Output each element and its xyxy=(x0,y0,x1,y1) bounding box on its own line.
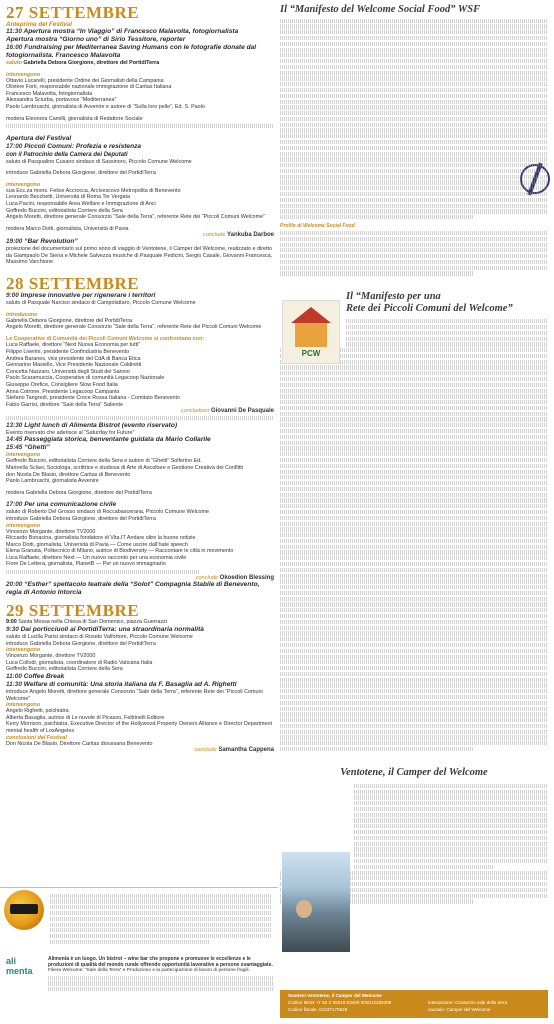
footer-iban: Codice IBAN: IT 55 Z 05018 03400 000012359399 xyxy=(288,1000,392,1005)
speaker: Alberta Basaglia, autrice di Le nuvole di Picasso, Feltrinelli Editore xyxy=(6,714,165,721)
speaker: Kerry Morrison, psichiatra, Executive Director of the Hollywood Property Owners Alliance e Director Department mental health of LosAngeles xyxy=(6,721,273,734)
speaker: Elena Granata, Politecnico di Milano, autrice di Biodiversity — Raccontare le città in movimento xyxy=(6,548,234,555)
text-line xyxy=(6,124,274,128)
house-icon xyxy=(291,307,331,323)
greeting: saluto di Lucilla Parisi sindaco di Roseto Valfortore, Piccolo Comune Welcome xyxy=(6,634,193,641)
day-29-title: 29 SETTEMBRE xyxy=(6,601,140,621)
programme-column xyxy=(6,4,274,884)
speaker: Angelo Moretti, direttore generale Consorzio “Sale della Terra”, referente Rete dei “Piccoli Comuni Welcome” xyxy=(6,214,265,221)
introduction: introduce Gabriella Debora Giorgione, direttore del PortidiTerra xyxy=(6,515,156,522)
event-line: saluto Gabriella Debora Giorgione, direttore del PortidiTerra xyxy=(6,60,160,66)
rete-body xyxy=(280,348,548,751)
speaker: Riccardo Bonacina, giornalista fondatore di Vita.IT Andare oltre la buone notizie xyxy=(6,535,196,542)
speaker: Paolo Scaramuccia, Cooperative di comunità Legacoop Nazionale xyxy=(6,375,165,382)
event-description: Evento riservato che aderisce al “Saturday for Future” xyxy=(6,429,135,436)
mondo-badge-logo xyxy=(4,890,44,930)
label-intervengono: intervengono xyxy=(6,181,41,188)
event-title: 16:00 Fundraising per Mediterranea Saving Humans con le fotografie donate dal fotogiornalista. Francesco Malavolta xyxy=(6,44,257,59)
pcw-logo: PCW xyxy=(282,300,340,364)
speaker: Filippo Liverini, presidente Confindustria Benevento xyxy=(6,349,130,356)
final-speaker: Don Nicola De Blasio, Direttore Caritas diocesana Benevento xyxy=(6,740,153,747)
patronage: con il Patrocinio della Camera dei Deputati xyxy=(6,151,128,158)
rete-intro xyxy=(346,319,548,346)
day-27-subtitle: Anteprima del Festival xyxy=(6,21,73,28)
speaker: Fiore De Lettera, giornalista, PlanetB — Per un nuovo immaginario xyxy=(6,561,166,568)
speaker: Andrea Baranes, vice presidente del CdA di Banca Etica xyxy=(6,355,141,362)
speaker: Goffredo Buccini, editorialista Corriere della Sera e autore di “Ghetti” Solferino Ed. xyxy=(6,458,202,465)
conclusion: conclude Okoedion Blessing xyxy=(195,575,274,582)
label-intervengono: intervengono xyxy=(6,702,41,709)
event-title: 11:00 Coffee Break xyxy=(6,673,65,680)
footer-cf: Codice fiscale: 01337170628 xyxy=(288,1007,348,1012)
speaker: don Nicola De Blasio, direttore Caritas di Benevento xyxy=(6,471,131,478)
manifesto-profile-list xyxy=(280,231,548,276)
text-line xyxy=(6,570,199,574)
event-title: Apertura mostra “Giorno uno” di Sirio Tessitore, reporter xyxy=(6,36,186,43)
promo-area xyxy=(0,884,278,1024)
camper-body xyxy=(354,784,548,869)
manifesto-title: Il “Manifesto del Welcome Social Food” WSF xyxy=(280,4,481,15)
speaker: sua Ecc.za mons. Felice Accrocca, Arcivescovo Metropolita di Benevento xyxy=(6,187,181,194)
donation-footer xyxy=(280,990,548,1018)
speaker: Stefano Tangredi, presidente Croce Rossa Italiana - Comitato Benevento xyxy=(6,395,180,402)
divider xyxy=(0,887,278,888)
promo-text-block xyxy=(50,892,272,946)
event-line: 9:00 Santa Messa nella Chiesa di San Domenico, piazza Guerrazzi xyxy=(6,619,167,626)
conclusion: conclude Samantha Cappena xyxy=(194,747,274,754)
speaker: Angelo Moretti, direttore generale Consorzio “Sale della Terra”, referente Rete dei Piccoli Comuni Welcome xyxy=(6,324,262,331)
event-title: 14:45 Passeggiata storica, benventante guidata da Mario Collarile xyxy=(6,436,211,444)
speaker: Alessandra Sciurba, portavoce “Mediterranea” xyxy=(6,97,117,104)
introduction: introduce Angelo Moretti, direttore generale Consorzio “Sale della Terra”, referente Rete dei “Piccoli Comuni Welcome” xyxy=(6,689,263,702)
speaker: Vincenzo Morgante, direttore TV2000 xyxy=(6,653,96,660)
camper-title: Ventotene, il Camper del Welcome xyxy=(340,766,488,778)
day-28-title: 28 SETTEMBRE xyxy=(6,274,140,294)
manifesto-body xyxy=(280,19,548,220)
label-intervengono: intervengono xyxy=(6,71,41,78)
event-title: 11:30 Welfare di comunità: Una storia italiana da F. Basaglia ad A. Righetti xyxy=(6,681,237,688)
conclusion: conclude Yankuba Darboe xyxy=(203,232,274,239)
label-introducono: introducono xyxy=(6,311,38,318)
speaker: Luca Collodi, giornalista, coordinatore di Radio Vaticana Italia xyxy=(6,659,153,666)
moderator: modera Marco Dotti, giornalista, Università di Pavia xyxy=(6,225,129,232)
speaker: Vincenzo Morgante, direttore TV2000 xyxy=(6,528,96,535)
moderator: modera Gabriella Debora Giorgione, direttore del PortidiTerra xyxy=(6,489,152,496)
greeting: saluto di Pasqualino Cusano sindaco di Sassinoro, Piccolo Comune Welcome xyxy=(6,158,192,165)
speaker: Luca Raffaele, direttore Next — Un nuovo racconto per una economia civile xyxy=(6,554,187,561)
coop-heading: Le Cooperative di Comunità dei Piccoli Comuni Welcome si confrontano con: xyxy=(6,335,205,342)
alimenta-heading: Alimenta è un luogo. Un bistrot – wine bar che propone e promuove le eccellenze e le produzioni di qualità del mondo rurale offrendo opportunità lavorative a persone svantaggiate. xyxy=(48,956,273,968)
speaker: Angelo Righetti, psichiatra xyxy=(6,708,69,715)
event-title: 17:00 Per una comunicazione civile xyxy=(6,501,117,509)
speaker: Luca Pacini, responsabile Area Welfare e Immigrazione di Anci xyxy=(6,200,156,207)
event-title: 17:00 Piccoli Comuni: Profezia e resistenza xyxy=(6,142,142,150)
speaker: Luca Raffaele, direttore “Next Nuova Economia per tutti” xyxy=(6,342,141,349)
speaker: Concetta Nazzaro, Università degli Studi del Sannio xyxy=(6,368,130,375)
speaker: Anna Cotrone, Presidente Legacoop Campania xyxy=(6,388,120,395)
event-title: 19:00 “Bar Revolution” xyxy=(6,238,78,246)
speaker: Marinella Sclavi, Sociologa, scrittrice e studiosa di Arte di Ascoltare e Gestione Creativa dei Conflitti xyxy=(6,464,243,471)
speaker: Leonardo Becchetti, Università di Roma Tor Vergata xyxy=(6,194,130,201)
event-title: 11:30 Apertura mostra “In Viaggio” di Francesco Malavolta, fotogiornalista xyxy=(6,28,239,35)
speaker: Paolo Lambruschi, giornalista Avvenire xyxy=(6,478,99,485)
introduction: introduce Gabriella Debora Giorgione, direttore del PortidiTerra xyxy=(6,640,156,647)
alimenta-text xyxy=(48,956,274,993)
speaker: Goffredo Buccini, editorialista Corriere della Sera xyxy=(6,666,123,673)
label-intervengono: intervengono xyxy=(6,522,41,529)
label-intervengono: intervengono xyxy=(6,647,41,654)
speaker: Paolo Lambruschi, giornalista di Avvenire e autore di “Sulla loro pelle”, Ed. S. Paolo xyxy=(6,103,205,110)
speaker: Marco Dotti, giornalista, Università di Pavia — Come uscire dall’hate speech xyxy=(6,541,188,548)
event-title: 15:45 “Ghetti” xyxy=(6,444,50,452)
alimenta-tag: Filiera Welcome: “Sale della Terra” e Produzione e la partecipazione di lavoro di persone fragili. xyxy=(48,968,250,973)
speaker: Fabio Garrisi, direttore “Sale della Terra” Saliente xyxy=(6,401,124,408)
day-27-title: 27 SETTEMBRE xyxy=(6,4,140,22)
text-line xyxy=(6,416,274,420)
speaker: Olivière Forti, responsabile nazionale immigrazione di Caritas Italiana xyxy=(6,84,172,91)
event-description: proiezione del documentario sul primo anno di viaggio di Ventotene, il Camper del Welcome, realizzato e diretto da Giampaolo De Siena e Michele Salvezza musiche di Pasquale Pedicini, Sergio Casale, Giovanni Francesca, Massimo Varchione xyxy=(6,246,273,266)
footer-causale: causale: Camper del Welcome xyxy=(428,1007,491,1012)
rete-title: Il “Manifesto per una Rete dei Piccoli Comuni del Welcome” xyxy=(346,291,513,315)
speaker: Ottavio Lucarelli, presidente Ordine dei Giornalisti della Campania xyxy=(6,77,164,84)
alimenta-logo: ali menta xyxy=(6,956,33,976)
manifesto-column xyxy=(280,4,548,1020)
label-intervengono: intervengono xyxy=(6,452,41,459)
festival-opening: Apertura del Festival xyxy=(6,134,72,142)
camper-photo xyxy=(282,852,350,952)
event-title: 13:30 Light lunch di Alimenta Bistrot (evento riservato) xyxy=(6,421,178,429)
event-title: 9:00 Imprese innovative per rigenerare i territori xyxy=(6,292,156,300)
speaker: Gabriella Debora Giorgione, direttore del PortidiTerra xyxy=(6,317,133,324)
conclusion: concludono Giovanni De Pasquale xyxy=(180,408,274,415)
label-conclusioni: conclusioni del Festival xyxy=(6,734,67,741)
footer-heading: Sostieni Ventotene, il Camper del Welcome xyxy=(288,993,382,998)
greeting: saluto di Roberto Del Grosso sindaco di Roccabascerana, Piccolo Comune Welcome xyxy=(6,509,210,516)
speaker: Giuseppe Orefice, Consigliere Slow Food Italia xyxy=(6,382,118,388)
speaker: Gennarino Masiello, Vice Presidente Nazionale Coldiretti xyxy=(6,362,142,369)
event-title: 20:00 “Esther” spettacolo teatrale della “Solot” Compagnia Stabile di Benevento, regia di Antonio Intorcia xyxy=(6,581,260,597)
speaker: Francesco Malavolta, fotogiornalista xyxy=(6,90,93,97)
manifesto-profile-heading: Profilo di Welcome Social Food xyxy=(280,223,355,230)
speaker: Goffredo Buccini, editorialista Corriere della Sera xyxy=(6,207,123,214)
footer-recipient: intestazione: Consorzio sale della terra xyxy=(428,1000,508,1005)
greeting: saluto di Pasquale Narciso sindaco di Campolattaro, Piccolo Comune Welcome xyxy=(6,300,196,307)
introduction: introduce Gabriella Debora Giorgione, direttore del PortidiTerra xyxy=(6,170,156,177)
event-title: 9:30 Dai porticciuoli ai PortidiTerra: una straordinaria normalità xyxy=(6,626,204,634)
moderator: modera Eleonora Camilli, giornalista di Redattore Sociale xyxy=(6,115,143,122)
